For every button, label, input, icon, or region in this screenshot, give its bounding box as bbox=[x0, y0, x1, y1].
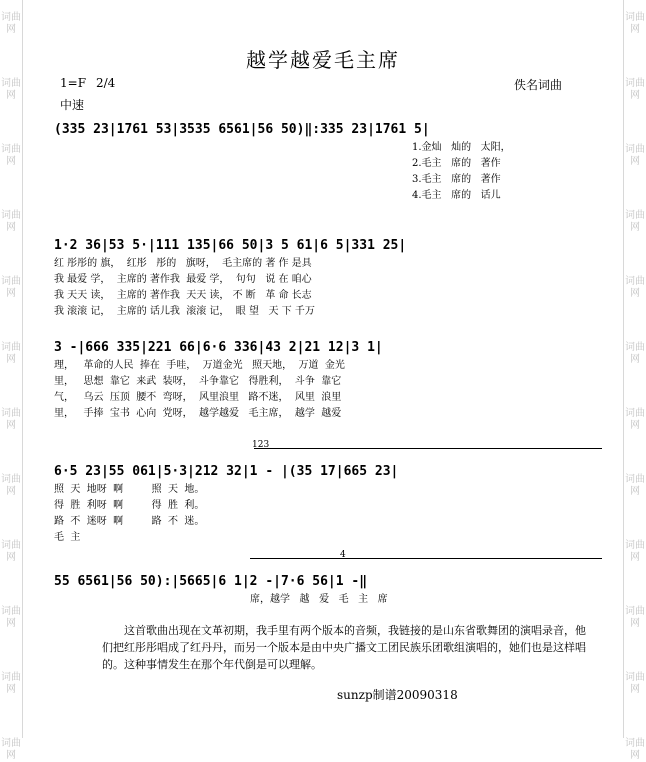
tempo-marking: 中速 bbox=[60, 98, 85, 112]
score-system-4 bbox=[54, 440, 602, 546]
notation-line: 1·2 36|53 5·|111 135|66 50|3 5 61|6 5|331 25| bbox=[54, 238, 407, 253]
signature: sunzp制谱20090318 bbox=[337, 688, 458, 702]
watermark-text: 词曲网 bbox=[625, 540, 645, 563]
key-signature: 1=F bbox=[60, 76, 87, 90]
note-paragraph: 这首歌曲出现在文革初期，我手里有两个版本的音频，我链接的是山东省歌舞团的演唱录音，他们把红彤彤唱成了红丹丹，而另一个版本是由中央广播文工团民族乐团歌组演唱的，她们也是这样唱的。这种事情发生在那个年代倒是可以理解。 bbox=[102, 624, 586, 671]
watermark-text: 词曲网 bbox=[625, 342, 645, 365]
lyric-verse-2: 得 胜 利呀 啊 得 胜 利。 bbox=[54, 500, 205, 511]
left-border-line bbox=[22, 0, 23, 738]
lyric-verse-3: 3.毛主 席的 著作 bbox=[412, 174, 501, 185]
left-watermark-strip bbox=[0, 0, 22, 761]
watermark-text: 词曲网 bbox=[1, 408, 21, 431]
volta-line bbox=[250, 558, 602, 559]
watermark-text: 词曲网 bbox=[1, 276, 21, 299]
notation-line: 3 -|666 335|221 66|6·6 336|43 2|21 12|3 1| bbox=[54, 340, 383, 355]
lyric-verse-1: 照 天 地呀 啊 照 天 地。 bbox=[54, 484, 205, 495]
watermark-text: 词曲网 bbox=[1, 606, 21, 629]
credit: 佚名词曲 bbox=[514, 78, 563, 92]
volta-line bbox=[254, 448, 602, 449]
right-border-line bbox=[623, 0, 624, 738]
watermark-text: 词曲网 bbox=[625, 144, 645, 167]
watermark-text: 词曲网 bbox=[1, 144, 21, 167]
volta-number: 4 bbox=[340, 550, 346, 560]
score-system-2 bbox=[54, 236, 602, 320]
watermark-text: 词曲网 bbox=[625, 78, 645, 101]
lyric-verse-4: 里， 手捧 宝书 心向 党呀， 越学越爱 毛主席， 越学 越爱 bbox=[54, 408, 342, 419]
lyric-verse-3: 气， 乌云 压顶 腰不 弯呀， 风里浪里 路不迷， 风里 浪里 bbox=[54, 392, 342, 403]
lyric-verse-3: 我 天天 读， 主席的 著作我 天天 读， 不 断 革 命 长志 bbox=[54, 290, 312, 301]
lyric-verse-2: 我 最爱 学， 主席的 著作我 最爱 学， 句句 说 在 咱心 bbox=[54, 274, 312, 285]
watermark-text: 词曲网 bbox=[625, 474, 645, 497]
watermark-text: 词曲网 bbox=[1, 672, 21, 695]
lyric-verse-1: 红 彤彤的 旗， 红彤 彤的 旗呀， 毛主席的 著 作 是具 bbox=[54, 258, 312, 269]
score-system-5 bbox=[54, 550, 602, 608]
watermark-text: 词曲网 bbox=[625, 606, 645, 629]
lyric-verse-2: 2.毛主 席的 著作 bbox=[412, 158, 501, 169]
song-title: 越学越爱毛主席 bbox=[246, 48, 400, 72]
watermark-text: 词曲网 bbox=[1, 12, 21, 35]
watermark-text: 词曲网 bbox=[625, 408, 645, 431]
watermark-text: 词曲网 bbox=[625, 12, 645, 35]
right-watermark-strip bbox=[624, 0, 646, 761]
lyric-verse-2: 里， 思想 靠它 来武 装呀， 斗争靠它 得胜利， 斗争 靠它 bbox=[54, 376, 342, 387]
watermark-text: 词曲网 bbox=[625, 210, 645, 233]
watermark-text: 词曲网 bbox=[625, 672, 645, 695]
watermark-text: 词曲网 bbox=[1, 342, 21, 365]
watermark-text: 词曲网 bbox=[625, 276, 645, 299]
watermark-text: 词曲网 bbox=[1, 738, 21, 761]
time-signature: 2/4 bbox=[96, 76, 116, 90]
score-page bbox=[24, 0, 622, 738]
watermark-text: 词曲网 bbox=[1, 210, 21, 233]
notation-line: 6·5 23|55 061|5·3|212 32|1 - |(35 17|665 23| bbox=[54, 464, 399, 479]
volta-number: 123 bbox=[252, 440, 270, 450]
score-system-1 bbox=[54, 120, 602, 204]
watermark-text: 词曲网 bbox=[1, 78, 21, 101]
score-system-3 bbox=[54, 338, 602, 422]
lyric-verse-1: 席，越学 越 爱 毛 主 席 bbox=[250, 594, 388, 605]
lyric-verse-3: 路 不 迷呀 啊 路 不 迷。 bbox=[54, 516, 205, 527]
lyric-verse-4: 毛 主 bbox=[54, 532, 81, 543]
notation-line: 55 6561|56 50):|5665|6 1|2 -|7·6 56|1 -‖ bbox=[54, 574, 368, 589]
lyric-verse-1: 1.金灿 灿的 太阳， bbox=[412, 142, 511, 153]
lyric-verse-1: 理， 革命的人民 捧在 手哇， 万道金光 照天地， 万道 金光 bbox=[54, 360, 345, 371]
watermark-text: 词曲网 bbox=[1, 474, 21, 497]
watermark-text: 词曲网 bbox=[1, 540, 21, 563]
notation-line: (335 23|1761 53|3535 6561|56 50)‖:335 23|1761 5| bbox=[54, 122, 430, 137]
watermark-text: 词曲网 bbox=[625, 738, 645, 761]
lyric-verse-4: 4.毛主 席的 话儿 bbox=[412, 190, 501, 201]
lyric-verse-4: 我 滚滚 记， 主席的 话儿我 滚滚 记， 眼 望 天 下 千万 bbox=[54, 306, 315, 317]
